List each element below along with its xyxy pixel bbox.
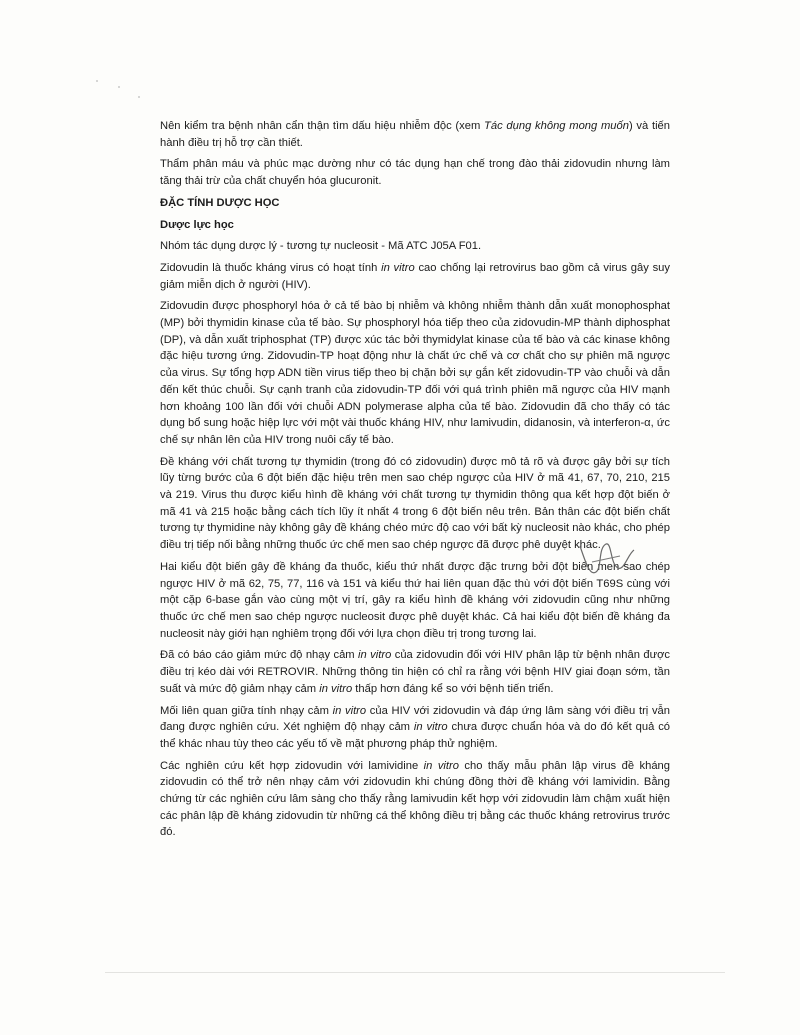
paragraph-monitoring: Nên kiểm tra bệnh nhân cẩn thận tìm dấu hiệu nhiễm độc (xem Tác dụng không mong muốn) và tiến hành điều trị hỗ trợ cần thiết. — [160, 120, 670, 149]
scan-speck — [138, 96, 140, 98]
paragraph-atc-code: Nhóm tác dụng dược lý - tương tự nucleosit - Mã ATC J05A F01. — [160, 240, 482, 253]
document-page — [160, 118, 670, 846]
paragraph-combination-studies: Các nghiên cứu kết hợp zidovudin với lamividine in vitro cho thấy mẫu phân lập virus đề kháng zidovudin có thể trở nên nhạy cảm với zidovudin khi chúng đồng thời đề kháng với lamividin. Bằng chứng từ các nghiên cứu lâm sàng cho thấy rằng lamivudin kết hợp với zidovudin làm chậm xuất hiện các phân lập đề kháng zidovudin từ những cá thể không điều trị bằng các thuốc kháng retrovirus trước đó. — [160, 759, 670, 839]
scan-speck — [118, 86, 120, 88]
paragraph-clinical-correlation: Mối liên quan giữa tính nhạy cảm in vitro của HIV với zidovudin và đáp ứng lâm sàng với điều trị vẫn đang được nghiên cứu. Xét nghiệm độ nhạy cảm in vitro chưa được chuẩn hóa và do đó kết quả có thể khác nhau tùy theo các yếu tố về mặt phương pháp thử nghiệm. — [160, 704, 671, 750]
scan-speck — [96, 80, 98, 82]
paragraph-resistance-thymidine: Đề kháng với chất tương tự thymidin (trong đó có zidovudin) được mô tả rõ và được gây bởi sự tích lũy từng bước của 6 đột biến đặc hiệu trên men sao chép ngược của HIV ở mã 41, 67, 70, 210, 215 và 219. Virus thu được kiểu hình đề kháng với chất tương tự thymidin thông qua kết hợp đột biến ở mã 41 và 215 hoặc bằng cách tích lũy ít nhất 4 trong 6 đột biến nêu trên. Bản thân các đột biến chất tương tự thymidine này không gây đề kháng chéo mức độ cao với bất kỳ nucleosit nào khác, cho phép điều trị tiếp nối bằng những thuốc ức chế men sao chép ngược đã được phê duyệt khác. — [160, 455, 670, 552]
paragraph-dialysis: Thẩm phân máu và phúc mạc dường như có tác dụng hạn chế trong đào thải zidovudin nhưng làm tăng thải trừ của chất chuyển hóa glucuronit. — [160, 158, 670, 188]
section-heading: ĐẶC TÍNH DƯỢC HỌC — [160, 196, 280, 209]
paragraph-reduced-sensitivity: Đã có báo cáo giảm mức độ nhạy cảm in vitro của zidovudin đối với HIV phân lập từ bệnh nhân được điều trị kéo dài với RETROVIR. Những thông tin hiện có chỉ ra rằng với bệnh HIV giai đoạn sớm, tần suất và mức độ giảm nhạy cảm in vitro thấp hơn đáng kể so với bệnh tiến triển. — [160, 649, 670, 695]
page-footer-divider — [105, 972, 725, 973]
paragraph-multidrug-resistance: Hai kiểu đột biến gây đề kháng đa thuốc, kiểu thứ nhất được đặc trưng bởi đột biến men sao chép ngược HIV ở mã 62, 75, 77, 116 và 151 và kiểu thứ hai liên quan đặc thù với đột biến T69S cùng với một cặp 6-base gắn vào cùng một vị trí, gây ra kiểu hình đề kháng với zidovudin cũng như những thuốc ức chế men sao chép ngược nucleosit được phê duyệt khác. Cả hai kiểu đột biến đề kháng đa nucleosit này giới hạn nghiêm trọng đối với lựa chọn điều trị trong tương lai. — [160, 560, 670, 640]
handwritten-signature — [572, 534, 642, 584]
subsection-heading: Dược lực học — [160, 218, 234, 231]
paragraph-antiviral: Zidovudin là thuốc kháng virus có hoạt tính in vitro cao chống lại retrovirus bao gồm cả virus gây suy giảm miễn dịch ở người (HIV). — [160, 261, 670, 291]
paragraph-mechanism: Zidovudin được phosphoryl hóa ở cả tế bào bị nhiễm và không nhiễm thành dẫn xuất monophosphat (MP) bởi thymidin kinase của tế bào. Sự phosphoryl hóa tiếp theo của zidovudin-MP thành diphosphat (DP), và dẫn xuất triphosphat (TP) được xúc tác bởi thymidylat kinase của tế bào và các kinase không đặc hiệu tương ứng. Zidovudin-TP hoạt động như là chất ức chế và cơ chất cho sự phiên mã ngược của virus. Sự tổng hợp ADN tiền virus tiếp theo bị chặn bởi sự gắn kết zidovudin-TP vào chuỗi và dẫn đến kết thúc chuỗi. Sự cạnh tranh của zidovudin-TP đối với quá trình phiên mã ngược của HIV mạnh hơn khoảng 100 lần đối với chuỗi ADN polymerase alpha của tế bào. Zidovudin đã cho thấy có tác dụng bổ sung hoặc hiệp lực với một vài thuốc kháng HIV, như lamivudin, didanosin, và interferon-α, ức chế sự nhân lên của HIV trong nuôi cấy tế bào. — [160, 300, 670, 446]
